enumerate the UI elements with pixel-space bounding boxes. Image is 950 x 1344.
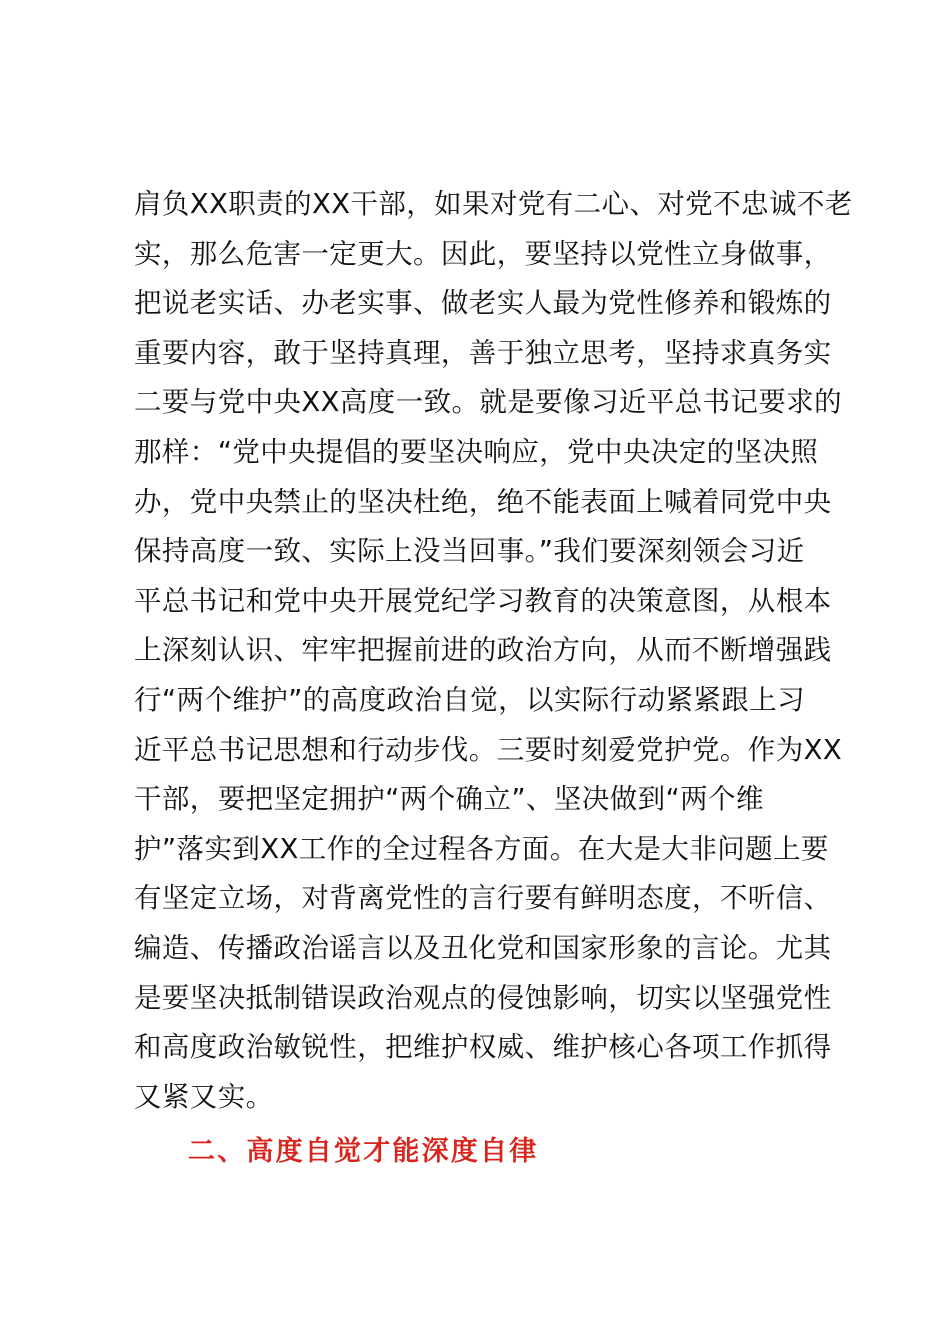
text-line: 平总书记和党中央开展党纪学习教育的决策意图，从根本 bbox=[134, 584, 832, 617]
text-line: 实，那么危害一定更大。因此，要坚持以党性立身做事， bbox=[134, 237, 832, 270]
text-line: 二要与党中央XX高度一致。就是要像习近平总书记要求的 bbox=[134, 386, 843, 419]
text-line: 编造、传播政治谣言以及丑化党和国家形象的言论。尤其 bbox=[134, 931, 832, 964]
text-line: 又紧又实。 bbox=[134, 1080, 274, 1113]
text-line: 保持高度一致、实际上没当回事。”我们要深刻领会习近 bbox=[134, 535, 805, 568]
text-line: 近平总书记思想和行动步伐。三要时刻爱党护党。作为XX bbox=[134, 733, 843, 766]
text-line: 那样：“党中央提倡的要坚决响应，党中央决定的坚决照 bbox=[134, 435, 819, 468]
text-line: 护”落实到XX工作的全过程各方面。在大是大非问题上要 bbox=[134, 832, 829, 865]
text-line: 干部，要把坚定拥护“两个确立”、坚决做到“两个维 bbox=[134, 783, 764, 816]
text-line: 上深刻认识、牢牢把握前进的政治方向，从而不断增强践 bbox=[134, 634, 832, 667]
text-line: 重要内容，敢于坚持真理，善于独立思考，坚持求真务实 bbox=[134, 336, 832, 369]
text-line: 肩负XX职责的XX干部，如果对党有二心、对党不忠诚不老 bbox=[134, 188, 853, 220]
text-line: 把说老实话、办老实事、做老实人最为党性修养和锻炼的 bbox=[134, 287, 832, 320]
text-line: 办，党中央禁止的坚决杜绝，绝不能表面上喊着同党中央 bbox=[134, 485, 832, 518]
text-line: 和高度政治敏锐性，把维护权威、维护核心各项工作抓得 bbox=[134, 1031, 832, 1064]
body-paragraph bbox=[134, 180, 854, 1122]
text-line: 行“两个维护”的高度政治自觉，以实际行动紧紧跟上习 bbox=[134, 683, 805, 716]
section-heading: 二、高度自觉才能深度自律 bbox=[188, 1136, 539, 1167]
text-line: 是要坚决抵制错误政治观点的侵蚀影响，切实以坚强党性 bbox=[134, 981, 832, 1014]
text-line: 有坚定立场，对背离党性的言行要有鲜明态度，不听信、 bbox=[134, 882, 832, 915]
